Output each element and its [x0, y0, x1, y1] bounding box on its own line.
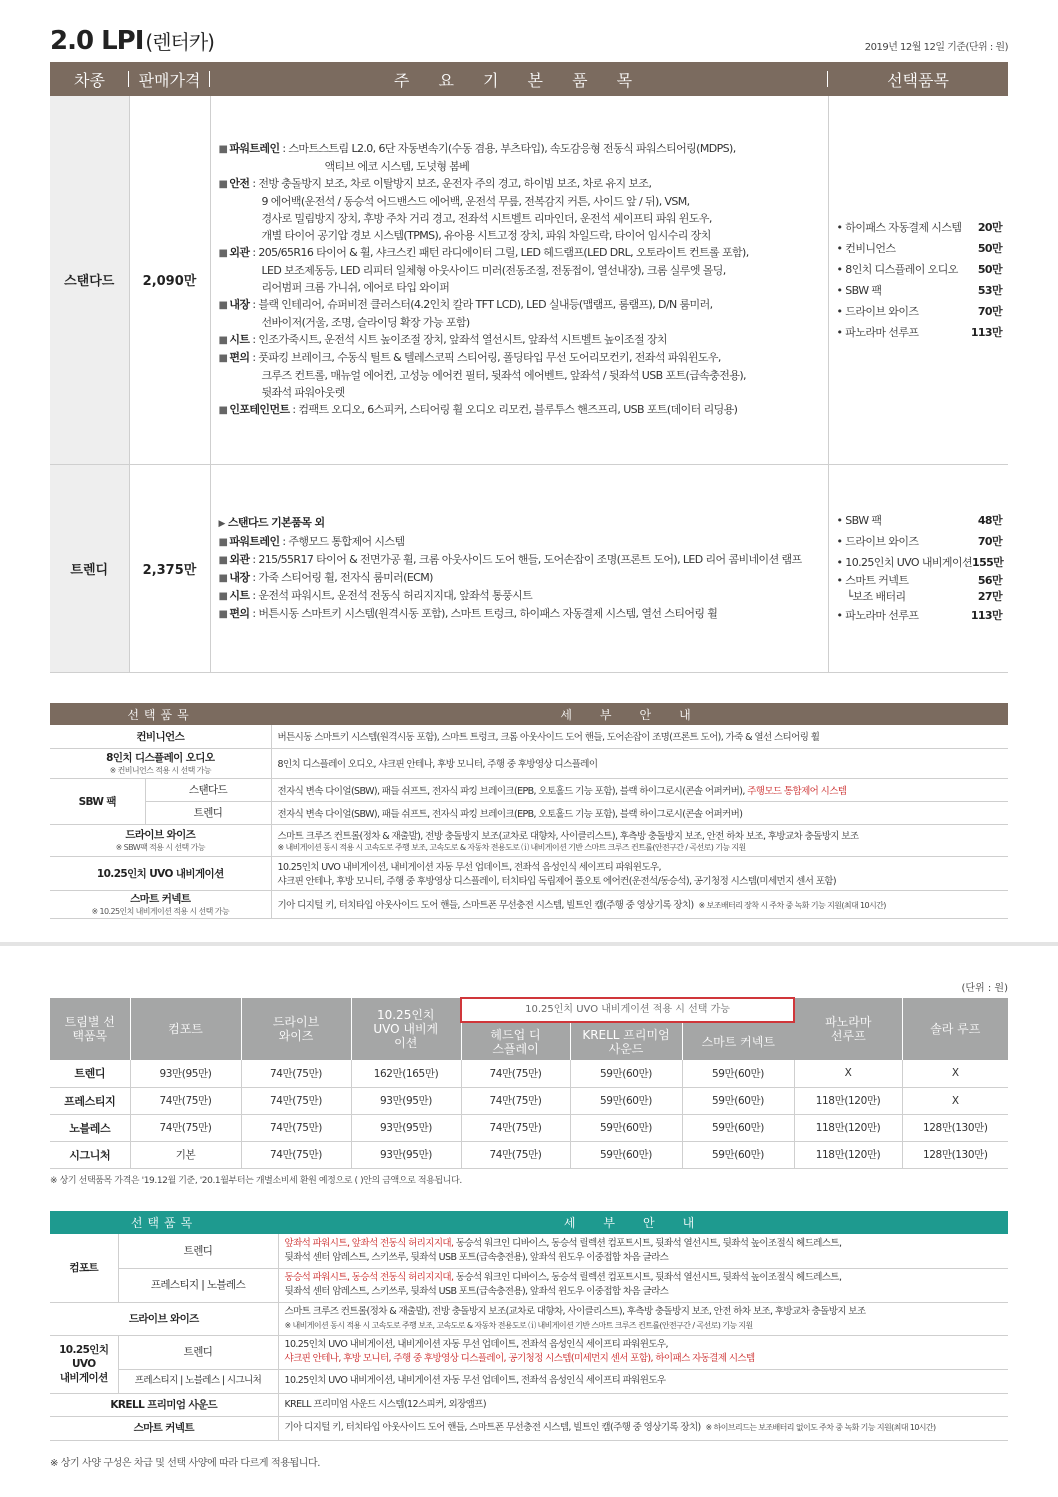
option-detail: KRELL 프리미엄 사운드 시스템(12스피커, 외장앰프)	[278, 1393, 1008, 1416]
spec-item: ■ 외관 : 215/55R17 타이어 & 전면가공 휠, 크롬 아웃사이드 도어 핸들, 도어손잡이 조명(프론트 도어), LED 리어 콤비네이션 램프	[218, 552, 802, 566]
table-row	[50, 1369, 1008, 1393]
row-trim-name: 노블레스	[50, 1114, 130, 1141]
option-detail: 전자식 변속 다이얼(SBW), 패들 쉬프트, 전자식 파킹 브레이크(EPB, 오토홀드 기능 포함), 블랙 하이그로시(콘솔 어퍼커버), 주행모드 통합제어 시스템	[271, 778, 1008, 801]
table-row	[50, 748, 1008, 778]
spec-item: ■ 내장 : 가죽 스티어링 휠, 전자식 룸미러(ECM)	[218, 570, 433, 584]
table-row	[50, 1234, 1008, 1268]
nav-col-header: 10.25인치 UVO 내비게이션	[351, 998, 461, 1060]
option-name: 스마트 커넥트 ※ 10.25인치 내비게이션 적용 시 선택 가능	[50, 890, 271, 918]
option-name: 10.25인치 UVO 내비게이션	[50, 856, 271, 890]
price-cell: 74만(75만)	[461, 1114, 570, 1141]
krell-col-header: KRELL 프리미엄 사운드	[570, 1022, 682, 1060]
spec-item-cont: LED 보조제동등, LED 리피터 일체형 아웃사이드 미러(전동조절, 전동접이, 열선내장), 크롬 실루엣 몰딩,	[261, 264, 726, 278]
table-row	[50, 1087, 1008, 1114]
sub-trim: 프레스티지 | 노블레스 | 시그니처	[118, 1369, 278, 1393]
option-detail: 앞좌석 파워시트, 앞좌석 전동식 허리지지대, 동승석 워크인 디바이스, 동승석 릴렉션 컴포트시트, 뒷좌석 열선시트, 뒷좌석 높이조절식 헤드레스트, 뒷좌석 센터 암레스트, 스키쓰루, 뒷좌석 USB 포트(급속충전용), 앞좌석 윈도우 이중접합 차음 글라스	[278, 1234, 1008, 1268]
page-title	[50, 26, 214, 56]
option-detail-table-2	[50, 1211, 1008, 1441]
option-item: • 10.25인치 UVO 내비게이션 155만	[836, 556, 1004, 569]
nav-group-header: 10.25인치 UVO 내비게이션 적용 시 선택 가능	[461, 998, 794, 1022]
price-cell: 93만(95만)	[351, 1087, 461, 1114]
options-header: 선택품목	[828, 62, 1008, 96]
option-detail: 기아 디지털 키, 터치타입 아웃사이드 도어 핸들, 스마트폰 무선충전 시스템, 빌트인 캠(주행 중 영상기록 장치) ※ 보조배터리 장착 시 주차 중 녹화 기능 지원(최대 10시간)	[271, 890, 1008, 918]
row-trim-name: 시그니처	[50, 1141, 130, 1168]
spec-item-cont: 개별 타이어 공기압 경보 시스템(TPMS), 유아용 시트고정 장치, 파워 차일드락, 타이어 임시수리 장치	[261, 229, 711, 243]
option-detail: 동승석 파워시트, 동승석 전동식 허리지지대, 동승석 워크인 디바이스, 동승석 릴렉션 컴포트시트, 뒷좌석 열선시트, 뒷좌석 높이조절식 헤드레스트, 뒷좌석 센터 암레스트, 스키쓰루, 뒷좌석 USB 포트(급속충전용), 앞좌석 윈도우 이중접합 차음 글라스	[278, 1268, 1008, 1302]
spec-item: ■ 인포테인먼트 : 컴팩트 오디오, 6스피커, 스티어링 휠 오디오 리모컨, 블루투스 핸즈프리, USB 포트(데이터 리딩용)	[218, 403, 738, 417]
row-trim-name: 트렌디	[50, 1060, 130, 1087]
table-row	[50, 801, 1008, 824]
price-cell: X	[794, 1060, 902, 1087]
price-cell: 74만(75만)	[241, 1087, 351, 1114]
price-cell: 162만(165만)	[351, 1060, 461, 1087]
option-item: • 파노라마 선루프 113만	[836, 609, 1002, 622]
table-row	[50, 1416, 1008, 1440]
option-name: 컨비니언스	[50, 725, 271, 748]
trim-name: 트렌디	[50, 464, 129, 672]
option-item-sub: └보조 배터리 27만	[846, 590, 1002, 603]
price-cell: 74만(75만)	[461, 1060, 570, 1087]
trim-header: 차종	[50, 62, 129, 96]
price-cell: 93만(95만)	[130, 1060, 241, 1087]
option-name: KRELL 프리미엄 사운드	[50, 1393, 278, 1416]
sub-trim: 트렌디	[118, 1335, 278, 1369]
price-cell: 59만(60만)	[682, 1114, 794, 1141]
spec-item: ■ 안전 : 전방 충돌방지 보조, 차로 이탈방지 보조, 운전자 주의 경고, 하이빔 보조, 차로 유지 보조,	[218, 177, 652, 191]
table-row	[50, 1268, 1008, 1302]
spec-intro: ▶ 스탠다드 기본품목 외	[218, 515, 325, 529]
trim-name: 스탠다드	[50, 96, 129, 464]
price-cell: 59만(60만)	[682, 1087, 794, 1114]
option-detail: 버튼시동 스마트키 시스템(원격시동 포함), 스마트 트렁크, 크롬 아웃사이드 도어 핸들, 도어손잡이 조명(프론트 도어), 가죽 & 열선 스티어링 휠	[271, 725, 1008, 748]
spec-item-cont: 9 에어백(운전석 / 동승석 어드밴스드 에어백, 운전석 무릎, 전복감지 커튼, 사이드 앞 / 뒤), VSM,	[261, 195, 690, 209]
option-col-header: 선택품목	[50, 703, 271, 725]
section-divider	[0, 942, 1058, 946]
spec-item-cont: 액티브 에코 시스템, 도넛형 봄베	[324, 160, 470, 174]
model-name: 2.0 LPI	[50, 26, 144, 56]
price-cell: 118만(120만)	[794, 1141, 902, 1168]
price-cell: 59만(60만)	[682, 1141, 794, 1168]
option-price-table	[50, 997, 1008, 1169]
spec-item: ■ 파워트레인 : 스마트스트림 L2.0, 6단 자동변속기(수동 겸용, 부츠타입), 속도감응형 전동식 파워스티어링(MDPS),	[218, 142, 736, 156]
sub-trim: 트렌디	[118, 1234, 278, 1268]
table-row	[50, 1141, 1008, 1168]
option-name: 10.25인치 UVO 내비게이션	[50, 1335, 118, 1393]
spec-footnote: ※ 상기 사양 구성은 차급 및 선택 사양에 따라 다르게 적용됩니다.	[50, 1458, 321, 1469]
price-cell: 128만(130만)	[902, 1114, 1008, 1141]
date-unit-label: 2019년 12월 12일 기준(단위 : 원)	[864, 42, 1008, 53]
price-cell: 74만(75만)	[241, 1060, 351, 1087]
price-header: 판매가격	[129, 62, 210, 96]
trim-price: 2,090만	[129, 96, 210, 464]
option-detail: 10.25인치 UVO 내비게이션, 내비게이션 자동 무선 업데이트, 전좌석 음성인식 세이프티 파워윈도우, 샤크핀 안테나, 후방 모니터, 주행 중 후방영상 디스플레이, 공기청정 시스템(미세먼지 센서 포함), 하이패스 자동결제 시스템	[278, 1335, 1008, 1369]
table-row	[50, 1335, 1008, 1369]
panorama-col-header: 파노라마 선루프	[794, 998, 902, 1060]
table-row	[50, 1302, 1008, 1335]
spec-list	[210, 464, 828, 672]
trim-price: 2,375만	[129, 464, 210, 672]
spec-item: ■ 파워트레인 : 주행모드 통합제어 시스템	[218, 534, 405, 548]
spec-item-cont: 뒷좌석 파워아웃렛	[261, 386, 345, 400]
sub-trim: 트렌디	[145, 801, 271, 824]
option-detail: 전자식 변속 다이얼(SBW), 패들 쉬프트, 전자식 파킹 브레이크(EPB, 오토홀드 기능 포함), 블랙 하이그로시(콘솔 어퍼커버)	[271, 801, 1008, 824]
price-cell: 74만(75만)	[461, 1141, 570, 1168]
table-row	[50, 778, 1008, 801]
option-item: • 8인치 디스플레이 오디오 50만	[836, 262, 1002, 276]
model-subtitle: (렌터카)	[145, 30, 214, 54]
spec-item-cont: 선바이저(거울, 조명, 슬라이딩 확장 가능 포함)	[261, 316, 470, 330]
option-item: • 하이패스 자동결제 시스템 20만	[836, 220, 1002, 234]
comfort-col-header: 컴포트	[130, 998, 241, 1060]
option-detail: 8인치 디스플레이 오디오, 샤크핀 안테나, 후방 모니터, 주행 중 후방영상 디스플레이	[271, 748, 1008, 778]
option-detail: 10.25인치 UVO 내비게이션, 내비게이션 자동 무선 업데이트, 전좌석 음성인식 세이프티 파워윈도우, 샤크핀 안테나, 후방 모니터, 주행 중 후방영상 디스플레이, 터치타입 독립제어 풀오토 에어컨(운전석/동승석), 공기청정 시스템(미세먼지 센서 포함)	[271, 856, 1008, 890]
option-list	[828, 464, 1008, 672]
trim-row-trendy	[50, 464, 1008, 672]
spec-item: ■ 편의 : 버튼시동 스마트키 시스템(원격시동 포함), 스마트 트렁크, 하이패스 자동결제 시스템, 열선 스티어링 휠	[218, 606, 718, 620]
spec-item: ■ 내장 : 블랙 인테리어, 슈퍼비전 클러스터(4.2인치 칼라 TFT LCD), LED 실내등(맵램프, 룸램프), D/N 룸미러,	[218, 298, 713, 312]
sub-trim: 프레스티지 | 노블레스	[118, 1268, 278, 1302]
price-cell: 59만(60만)	[682, 1060, 794, 1087]
spec-item-cont: 크루즈 컨트롤, 매뉴얼 에어컨, 고성능 에어컨 필터, 뒷좌석 에어벤트, 앞좌석 / 뒷좌석 USB 포트(급속충전용),	[261, 369, 746, 383]
price-cell: X	[902, 1087, 1008, 1114]
option-item: • 드라이브 와이즈 70만	[836, 535, 1002, 548]
price-footnote: ※ 상기 선택품목 가격은 '19.12월 기준, '20.1월부터는 개별소비세 환원 예정으로 ( )안의 금액으로 적용됩니다.	[50, 1176, 462, 1186]
detail-col-header: 세부안내	[278, 1211, 1008, 1234]
price-cell: 59만(60만)	[570, 1141, 682, 1168]
option-name: 스마트 커넥트	[50, 1416, 278, 1440]
table-row	[50, 1114, 1008, 1141]
option-detail-table	[50, 703, 1008, 919]
price-cell: 128만(130만)	[902, 1141, 1008, 1168]
option-name: SBW 팩	[50, 778, 145, 824]
spec-item: ■ 편의 : 풋파킹 브레이크, 수동식 틸트 & 텔레스코픽 스티어링, 폴딩타입 무선 도어리모컨키, 전좌석 파워윈도우,	[218, 351, 721, 365]
trim-table	[50, 62, 1008, 673]
trim-row-standard	[50, 96, 1008, 464]
table-row	[50, 725, 1008, 748]
option-item: • 스마트 커넥트 56만	[836, 574, 1002, 587]
option-item: • 파노라마 선루프 113만	[836, 325, 1002, 339]
unit-label: (단위 : 원)	[961, 983, 1008, 994]
price-cell: 59만(60만)	[570, 1114, 682, 1141]
table-row	[50, 1393, 1008, 1416]
price-cell: 59만(60만)	[570, 1087, 682, 1114]
option-name: 드라이브 와이즈 ※ SBW팩 적용 시 선택 가능	[50, 824, 271, 856]
price-cell: 74만(75만)	[241, 1141, 351, 1168]
option-item: • SBW 팩 53만	[836, 283, 1002, 297]
option-detail: 스마트 크루즈 컨트롤(정차 & 재출발), 전방 충돌방지 보조(교차로 대향차, 사이클리스트), 후측방 충돌방지 보조, 안전 하차 보조, 후방교차 충돌방지 보조 ※ 내비게이션 동시 적용 시 고속도로 주행 보조, 고속도로 & 자동차 전용도로 ⒤ 내비게이션 기반 스마트 크루즈 컨트롤(안전구간 / 곡선로) 기능 지원	[278, 1302, 1008, 1335]
spec-list	[210, 96, 828, 464]
hud-col-header: 헤드업 디스플레이	[461, 1022, 570, 1060]
connect-col-header: 스마트 커넥트	[682, 1022, 794, 1060]
price-cell: X	[902, 1060, 1008, 1087]
option-item: • 컨비니언스 50만	[836, 241, 1002, 255]
option-detail: 스마트 크루즈 컨트롤(정차 & 재출발), 전방 충돌방지 보조(교차로 대향차, 사이클리스트), 후측방 충돌방지 보조, 안전 하차 보조, 후방교차 충돌방지 보조 ※ 내비게이션 동시 적용 시 고속도로 주행 보조, 고속도로 & 자동차 전용도로 ⒤ 내비게이션 기반 스마트 크루즈 컨트롤(안전구간 / 곡선로) 기능 지원	[271, 824, 1008, 856]
price-cell: 118만(120만)	[794, 1087, 902, 1114]
drivewise-col-header: 드라이브 와이즈	[241, 998, 351, 1060]
option-name: 8인치 디스플레이 오디오 ※ 컨비니언스 적용 시 선택 가능	[50, 748, 271, 778]
table-row	[50, 824, 1008, 856]
table-row	[50, 890, 1008, 918]
option-detail: 10.25인치 UVO 내비게이션, 내비게이션 자동 무선 업데이트, 전좌석 음성인식 세이프티 파워윈도우	[278, 1369, 1008, 1393]
option-name: 드라이브 와이즈	[50, 1302, 278, 1335]
price-cell: 93만(95만)	[351, 1141, 461, 1168]
option-name: 컴포트	[50, 1234, 118, 1302]
price-cell: 74만(75만)	[241, 1114, 351, 1141]
option-detail: 기아 디지털 키, 터치타입 아웃사이드 도어 핸들, 스마트폰 무선충전 시스템, 빌트인 캠(주행 중 영상기록 장치) ※ 하이브리드는 보조배터리 없이도 주차 중 녹화 기능 지원(최대 10시간)	[278, 1416, 1008, 1440]
trim-col-header: 트림별 선택품목	[50, 998, 130, 1060]
sub-trim: 스탠다드	[145, 778, 271, 801]
spec-item-cont: 리어범퍼 크롬 가니쉬, 에어로 타입 와이퍼	[261, 281, 450, 295]
price-cell: 118만(120만)	[794, 1114, 902, 1141]
table-row	[50, 856, 1008, 890]
spec-item: ■ 시트 : 인조가죽시트, 운전석 시트 높이조절 장치, 앞좌석 열선시트, 앞좌석 시트벨트 높이조절 장치	[218, 333, 667, 347]
detail-col-header: 세부안내	[271, 703, 1008, 725]
option-col-header: 선택품목	[50, 1211, 278, 1234]
price-cell: 59만(60만)	[570, 1060, 682, 1087]
price-cell: 74만(75만)	[130, 1087, 241, 1114]
price-cell: 기본	[130, 1141, 241, 1168]
solar-col-header: 솔라 루프	[902, 998, 1008, 1060]
spec-item: ■ 시트 : 운전석 파워시트, 운전석 전동식 허리지지대, 앞좌석 통풍시트	[218, 588, 533, 602]
price-cell: 93만(95만)	[351, 1114, 461, 1141]
option-item: • SBW 팩 48만	[836, 514, 1002, 527]
row-trim-name: 프레스티지	[50, 1087, 130, 1114]
spec-item: ■ 외관 : 205/65R16 타이어 & 휠, 샤크스킨 패턴 라디에이터 그릴, LED 헤드램프(LED DRL, 오토라이트 컨트롤 포함),	[218, 246, 749, 260]
basic-items-header: 주 요 기 본 품 목	[210, 62, 828, 96]
table-row	[50, 1060, 1008, 1087]
option-item: • 드라이브 와이즈 70만	[836, 304, 1002, 318]
spec-item-cont: 경사로 밀림방지 장치, 후방 주차 거리 경고, 전좌석 시트벨트 리마인더, 운전석 세이프티 파워 윈도우,	[261, 212, 712, 226]
option-list	[828, 96, 1008, 464]
price-cell: 74만(75만)	[461, 1087, 570, 1114]
price-cell: 74만(75만)	[130, 1114, 241, 1141]
